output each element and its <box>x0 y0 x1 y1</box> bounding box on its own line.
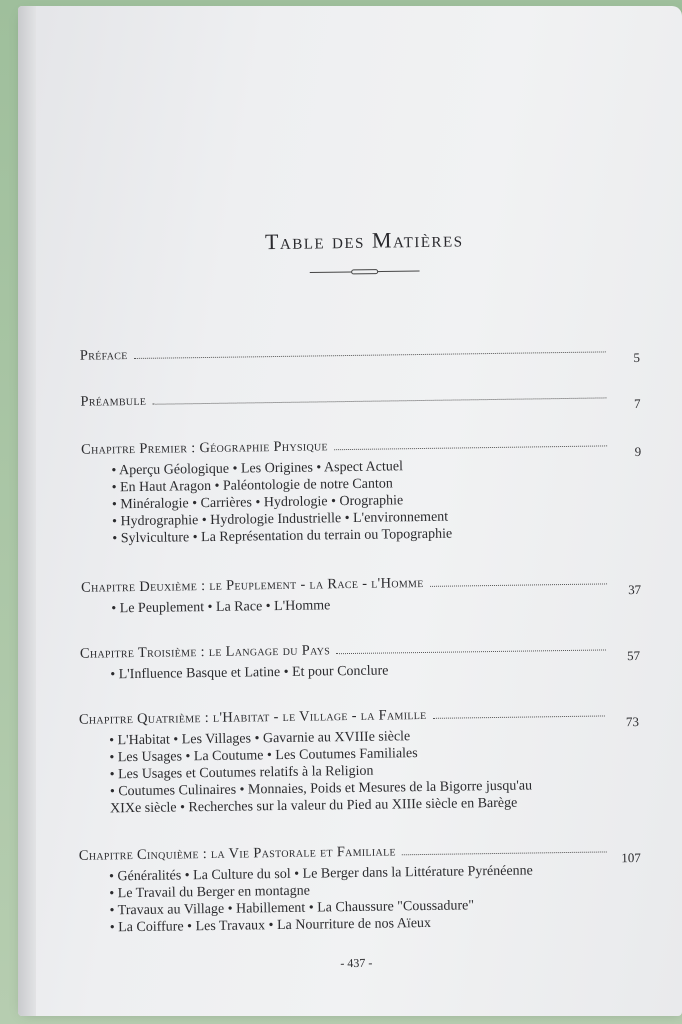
document-page <box>18 6 682 1016</box>
entry-subitems <box>110 659 640 683</box>
dot-leader <box>334 444 607 450</box>
title-ornament <box>310 267 420 277</box>
subitem-line: • Sylviculture • La Représentation du terrain ou Topographie <box>112 526 453 547</box>
entry-page-number: 107 <box>621 849 641 866</box>
subitem-line: XIXe siècle • Recherches sur la valeur du Pied au XIIIe siècle en Barège <box>110 795 518 817</box>
entry-subitems <box>111 593 641 617</box>
toc-entry <box>80 340 640 365</box>
entry-subitems <box>111 455 642 547</box>
toc-entry <box>81 434 642 548</box>
entry-page-number: 7 <box>633 395 641 412</box>
entry-label: Chapitre Deuxième : le Peuplement - la Race - l'Homme <box>80 574 424 596</box>
text-layer <box>18 6 682 1016</box>
subitem-line: • Les Usages et Coutumes relatifs à la Religion <box>109 763 374 783</box>
dot-leader <box>134 350 606 359</box>
entry-page-number: 73 <box>625 713 640 730</box>
subitem-line: • Le Travail du Berger en montagne <box>109 883 311 902</box>
subitem-line: • L'Habitat • Les Villages • Gavarnie au XVIIIe siècle <box>109 729 411 749</box>
entry-page-number: 37 <box>628 581 642 598</box>
subitem-line: • L'Influence Basque et Latine • Et pour Conclure <box>110 663 389 683</box>
subitem-line: • En Haut Aragon • Paléontologie de notre Canton <box>111 476 393 496</box>
toc-entry <box>80 386 640 411</box>
toc-entry <box>81 572 641 618</box>
entry-label: Préambule <box>80 392 147 410</box>
entry-label: Chapitre Quatrième : l'Habitat - le Village - la Famille <box>78 706 427 728</box>
dot-leader <box>336 648 606 654</box>
dot-leader <box>430 582 607 586</box>
entry-label: Chapitre Premier : Géographie Physique <box>81 438 328 458</box>
entry-label: Préface <box>79 347 128 364</box>
entry-page-number: 57 <box>626 647 641 664</box>
dot-leader <box>152 396 606 404</box>
entry-subitems <box>109 861 642 936</box>
toc-entry <box>79 704 640 818</box>
subitem-line: • Aperçu Géologique • Les Origines • Aspect Actuel <box>111 459 404 479</box>
subitem-line: • La Coiffure • Les Travaux • La Nourriture de nos Aïeux <box>109 915 432 936</box>
toc-entry <box>80 638 640 684</box>
page-title: Table des Matières <box>264 226 464 255</box>
subitem-line: • Généralités • La Culture du sol • Le Berger dans la Littérature Pyrénéenne <box>108 863 533 885</box>
dot-leader <box>433 714 605 718</box>
subitem-line: • Minéralogie • Carrières • Hydrologie • Orographie <box>111 493 404 513</box>
entry-label: Chapitre Cinquième : la Vie Pastorale et Familiale <box>78 843 396 864</box>
page-folio: - 437 - <box>340 955 373 971</box>
entry-page-number: 5 <box>633 349 640 366</box>
entry-subitems <box>109 725 640 817</box>
entry-page-number: 9 <box>634 443 642 460</box>
subitem-line: • Coutumes Culinaires • Monnaies, Poids et Mesures de la Bigorre jusqu'au <box>109 778 533 800</box>
table-of-contents <box>78 332 642 936</box>
subitem-line: • Travaux au Village • Habillement • La Chaussure "Coussadure" <box>109 898 475 919</box>
subitem-line: • Les Usages • La Coutume • Les Coutumes Familiales <box>109 746 418 766</box>
entry-label: Chapitre Troisième : le Langage du Pays <box>79 642 331 662</box>
dot-leader <box>402 850 607 855</box>
subitem-line: • Le Peuplement • La Race • L'Homme <box>111 598 331 617</box>
subitem-line: • Hydrographie • Hydrologie Industrielle • L'environnement <box>112 509 449 530</box>
toc-entry <box>79 840 642 937</box>
